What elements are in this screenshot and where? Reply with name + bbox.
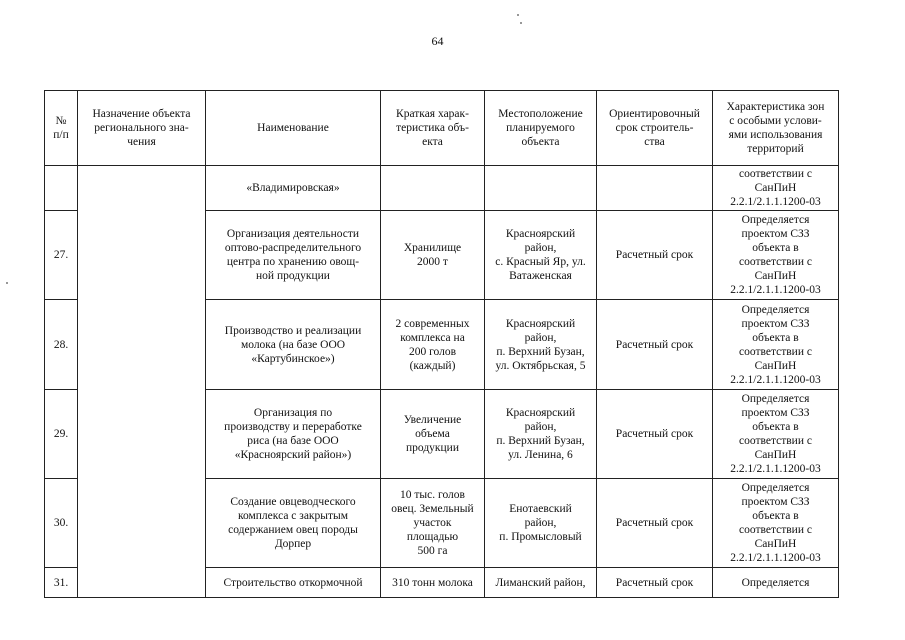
cell-name: Производство и реализации молока (на базе ООО «Картубинское») [206,300,381,390]
header-brief: Краткая харак- теристика объ- екта [381,91,485,166]
header-name: Наименование [206,91,381,166]
cell-brief: Хранилище 2000 т [381,211,485,300]
header-zone: Характеристика зон с особыми услови- ями использования территорий [713,91,839,166]
cell-brief: Увеличение объема продукции [381,390,485,479]
cell-name: Строительство откормочной [206,568,381,598]
cell-num: 28. [45,300,78,390]
cell-term: Расчетный срок [597,211,713,300]
table-row [45,166,839,211]
cell-location [485,166,597,211]
cell-term [597,166,713,211]
planning-table [44,90,839,598]
cell-zone: соответствии с СанПиН 2.2.1/2.1.1.1200-03 [713,166,839,211]
cell-location: Красноярский район, с. Красный Яр, ул. Ватаженская [485,211,597,300]
cell-location: Красноярский район, п. Верхний Бузан, ул. Октябрьская, 5 [485,300,597,390]
cell-num [45,166,78,211]
cell-num: 29. [45,390,78,479]
cell-num: 27. [45,211,78,300]
cell-zone: Определяется проектом СЗЗ объекта в соответствии с СанПиН 2.2.1/2.1.1.1200-03 [713,479,839,568]
cell-num: 30. [45,479,78,568]
cell-location: Енотаевский район, п. Промысловый [485,479,597,568]
cell-location: Лиманский район, [485,568,597,598]
header-term: Ориентировочный срок строитель- ства [597,91,713,166]
page-number: 64 [431,34,444,48]
cell-num: 31. [45,568,78,598]
cell-location: Красноярский район, п. Верхний Бузан, ул. Ленина, 6 [485,390,597,479]
cell-name: Организация деятельности оптово-распределительного центра по хранению овощ- ной продукции [206,211,381,300]
cell-term: Расчетный срок [597,568,713,598]
cell-zone: Определяется [713,568,839,598]
header-num: № п/п [45,91,78,166]
cell-term: Расчетный срок [597,390,713,479]
scan-speck [517,14,519,16]
scan-speck [520,22,522,24]
scan-speck [6,282,8,284]
cell-brief: 310 тонн молока [381,568,485,598]
cell-name: «Владимировская» [206,166,381,211]
cell-term: Расчетный срок [597,300,713,390]
cell-term: Расчетный срок [597,479,713,568]
cell-purpose [78,166,206,598]
cell-zone: Определяется проектом СЗЗ объекта в соответствии с СанПиН 2.2.1/2.1.1.1200-03 [713,211,839,300]
table-header-row [45,91,839,166]
cell-brief: 10 тыс. голов овец. Земельный участок площадью 500 га [381,479,485,568]
cell-zone: Определяется проектом СЗЗ объекта в соответствии с СанПиН 2.2.1/2.1.1.1200-03 [713,300,839,390]
cell-zone: Определяется проектом СЗЗ объекта в соответствии с СанПиН 2.2.1/2.1.1.1200-03 [713,390,839,479]
header-location: Местоположение планируемого объекта [485,91,597,166]
header-purpose: Назначение объекта регионального зна- чения [78,91,206,166]
cell-name: Создание овцеводческого комплекса с закрытым содержанием овец породы Дорпер [206,479,381,568]
cell-brief [381,166,485,211]
cell-name: Организация по производству и переработке риса (на базе ООО «Красноярский район») [206,390,381,479]
cell-brief: 2 современных комплекса на 200 голов (каждый) [381,300,485,390]
